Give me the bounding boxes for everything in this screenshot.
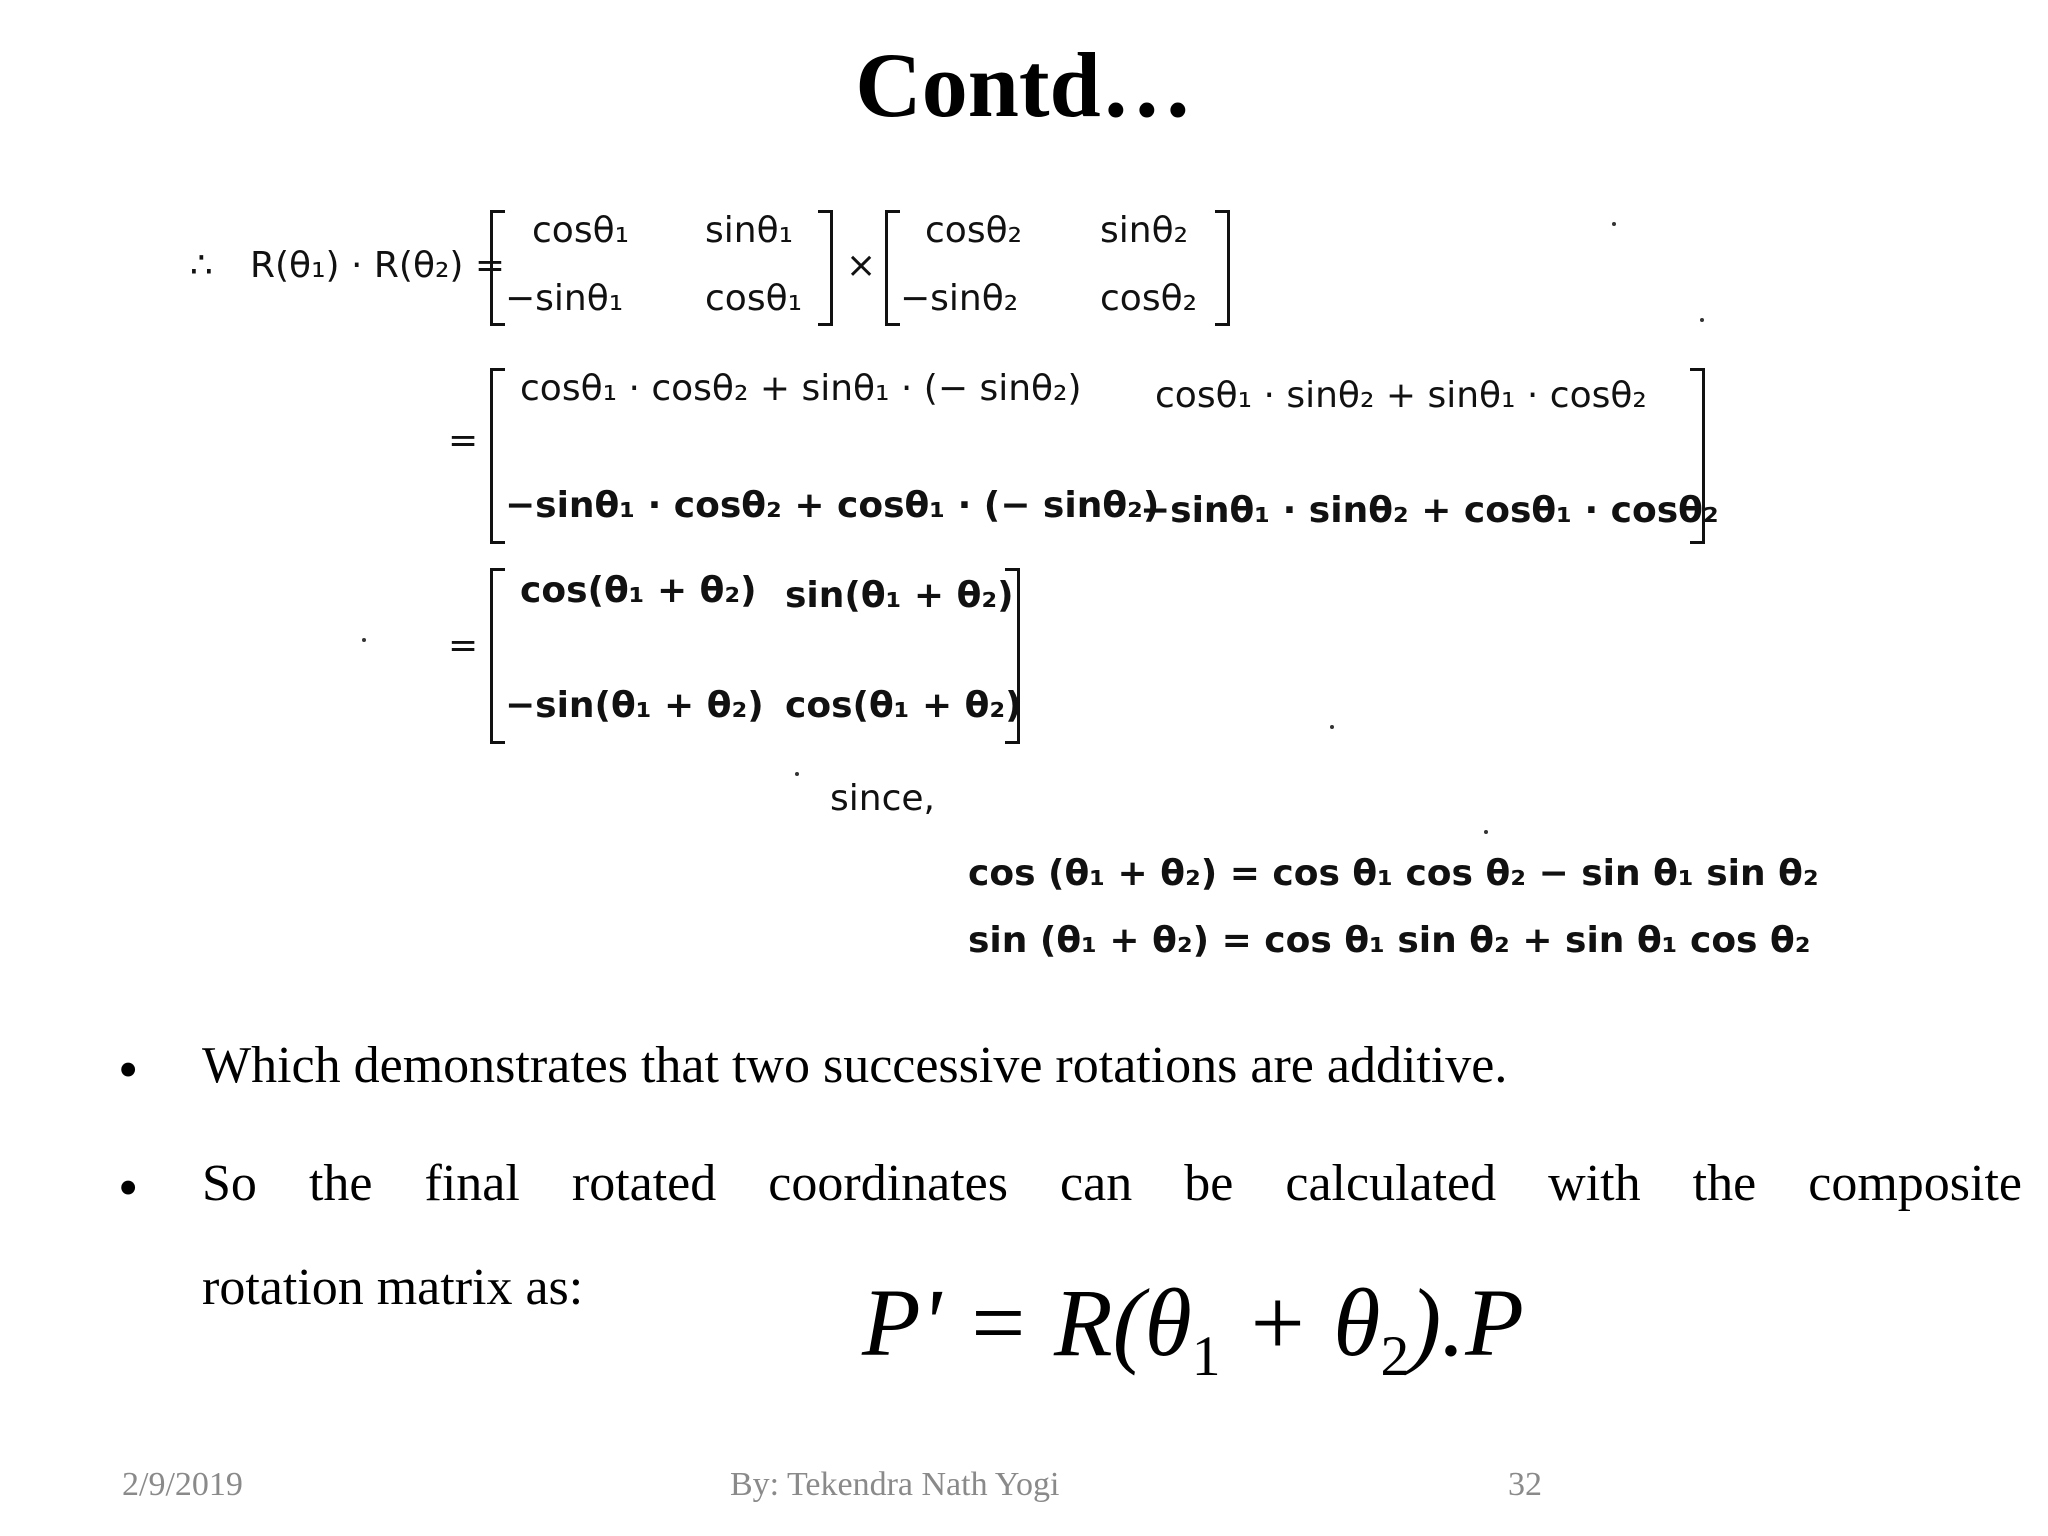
m2-cell-12: sinθ₂ [1100,210,1189,251]
m2-right-bracket [1215,210,1230,326]
bullet-additive-rotations: Which demonstrates that two successive rotations are additive. [202,1037,1508,1094]
bullet-marker: • [118,1037,139,1102]
m4-cell-21: −sin(θ₁ + θ₂) [505,685,764,726]
bullet-marker: • [118,1155,139,1220]
m3-right-bracket [1690,368,1705,544]
m1-cell-12: sinθ₁ [705,210,794,251]
times-symbol: × [846,245,877,286]
scan-speck [362,638,366,642]
m1-right-bracket [818,210,833,326]
scan-speck [1330,725,1334,729]
m1-cell-21: −sinθ₁ [505,278,624,319]
m4-cell-11: cos(θ₁ + θ₂) [520,570,757,611]
equals-sign-1: = [448,420,479,461]
m1-left-bracket [490,210,505,326]
m3-cell-22: −sinθ₁ · sinθ₂ + cosθ₁ · cosθ₂ [1140,490,1719,531]
therefore-symbol: ∴ [190,245,213,286]
footer-date: 2/9/2019 [122,1466,243,1503]
m4-cell-12: sin(θ₁ + θ₂) [785,575,1014,616]
m2-cell-22: cosθ₂ [1100,278,1198,319]
sin-sum-identity: sin (θ₁ + θ₂) = cos θ₁ sin θ₂ + sin θ₁ cos θ₂ [968,920,1811,961]
equals-sign-2: = [448,625,479,666]
m4-left-bracket [490,568,505,744]
m2-cell-21: −sinθ₂ [900,278,1019,319]
m2-cell-11: cosθ₂ [925,210,1023,251]
slide-title: Contd… [855,34,1193,136]
m3-cell-21: −sinθ₁ · cosθ₂ + cosθ₁ · (− sinθ₂) [505,485,1160,526]
m4-cell-22: cos(θ₁ + θ₂) [785,685,1022,726]
scan-speck [795,772,799,776]
m1-cell-22: cosθ₁ [705,278,803,319]
m1-cell-11: cosθ₁ [532,210,630,251]
m2-left-bracket [885,210,900,326]
footer-author: By: Tekendra Nath Yogi [730,1466,1060,1503]
bullet-composite-matrix: So the final rotated coordinates can be calculated with the composite [202,1155,2022,1212]
lhs-product: R(θ₁) · R(θ₂) = [250,245,506,286]
cos-sum-identity: cos (θ₁ + θ₂) = cos θ₁ cos θ₂ − sin θ₁ sin θ₂ [968,853,1819,894]
bullet-composite-matrix-continued: rotation matrix as: [202,1259,584,1316]
since-label: since, [830,778,935,819]
m3-cell-12: cosθ₁ · sinθ₂ + sinθ₁ · cosθ₂ [1155,375,1647,416]
scan-speck [1700,318,1704,322]
m4-right-bracket [1005,568,1020,744]
composite-rotation-formula: $P' = R(\theta_1 + \theta_2).P$ [862,1269,1524,1389]
m3-cell-11: cosθ₁ · cosθ₂ + sinθ₁ · (− sinθ₂) [520,368,1082,409]
scan-speck [1612,222,1616,226]
footer-page-number: 32 [1508,1466,1542,1503]
scan-speck [1484,830,1488,834]
m3-left-bracket [490,368,505,544]
